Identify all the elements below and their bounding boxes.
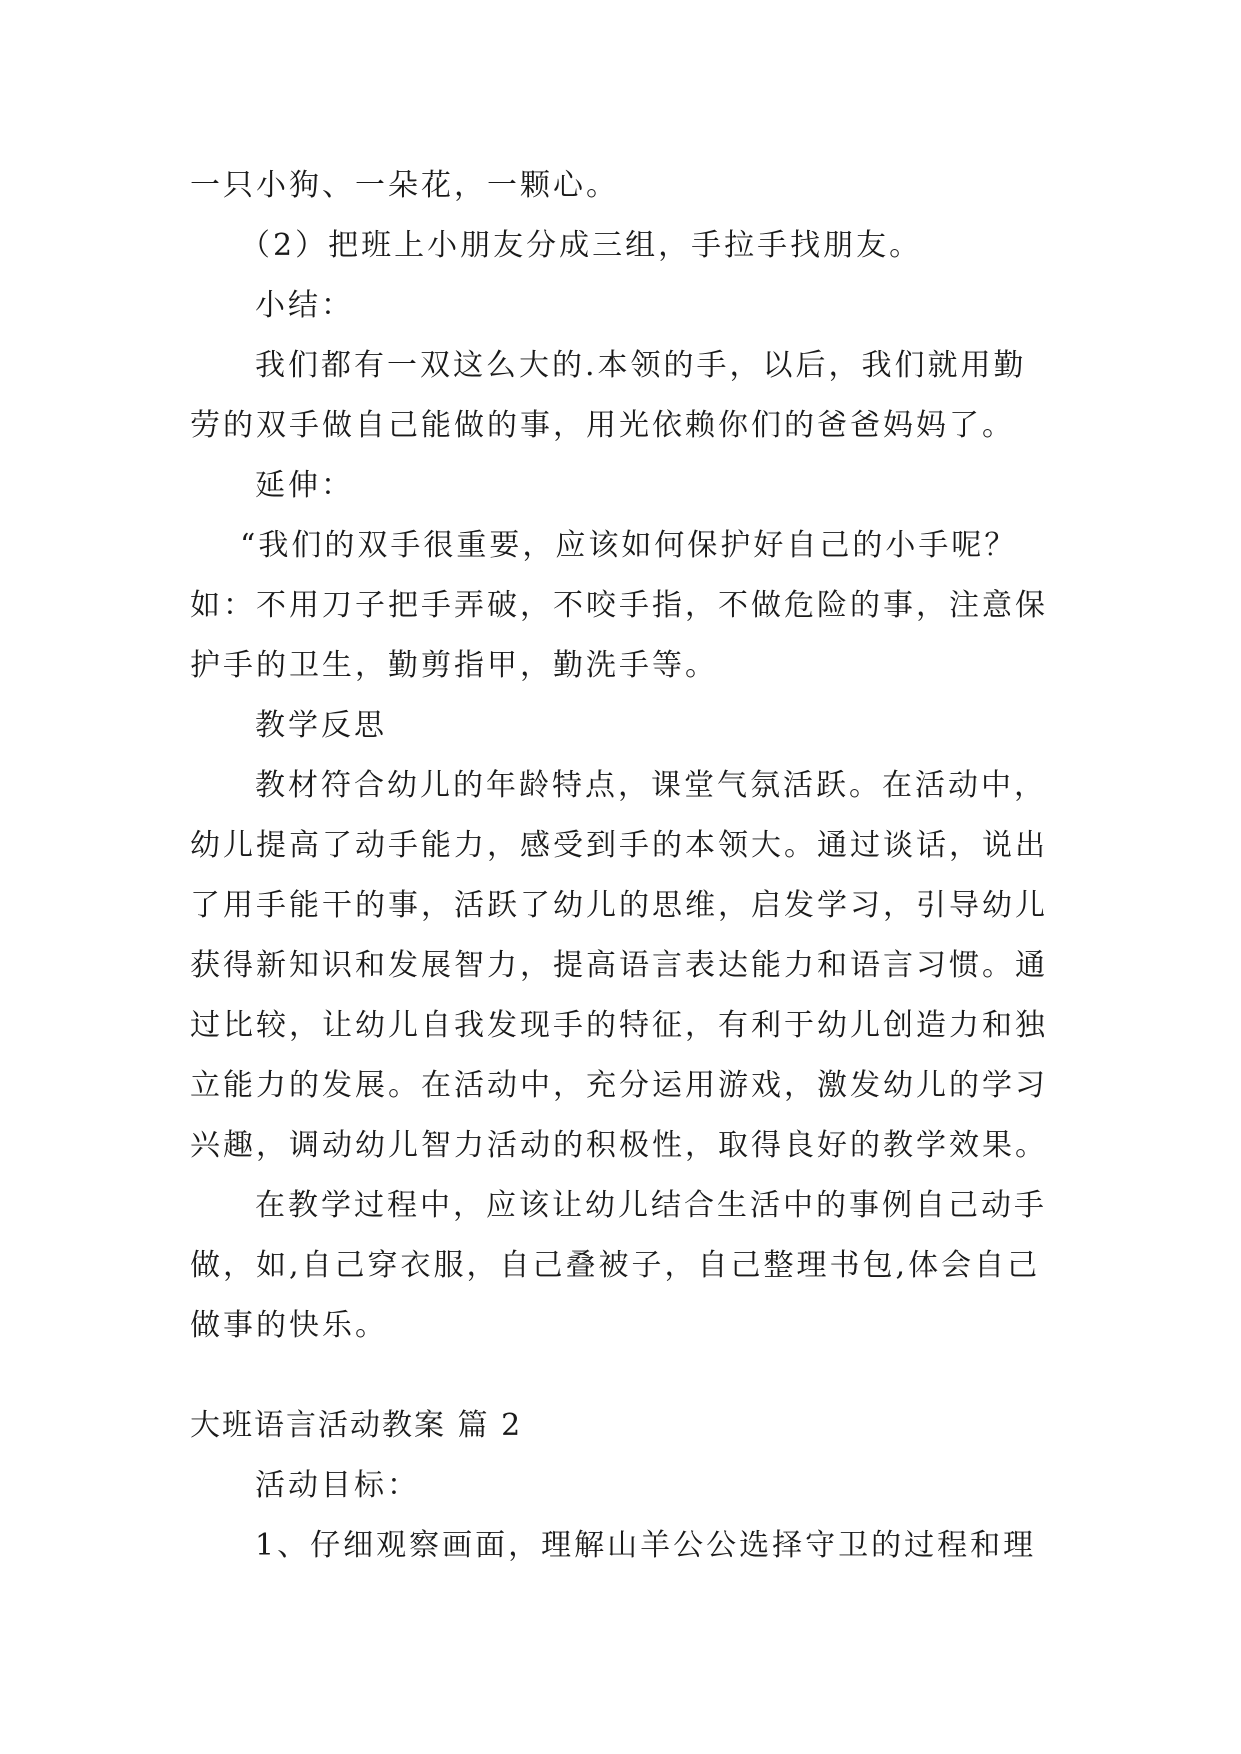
paragraph-line: 过比较，让幼儿自我发现手的特征，有利于幼儿创造力和独 — [190, 1008, 1048, 1043]
paragraph-line: 1、仔细观察画面，理解山羊公公选择守卫的过程和理 — [255, 1528, 1037, 1563]
paragraph-line: 活动目标： — [255, 1468, 420, 1503]
paragraph-line: 兴趣，调动幼儿智力活动的积极性，取得良好的教学效果。 — [190, 1128, 1048, 1163]
paragraph-line: “我们的双手很重要，应该如何保护好自己的小手呢？ — [240, 528, 1018, 563]
paragraph-line: 立能力的发展。在活动中，充分运用游戏，激发幼儿的学习 — [190, 1068, 1048, 1103]
paragraph-line: （2）把班上小朋友分成三组，手拉手找朋友。 — [240, 228, 923, 263]
paragraph-line: 了用手能干的事，活跃了幼儿的思维，启发学习，引导幼儿 — [190, 888, 1048, 923]
paragraph-line: 做，如,自己穿衣服，自己叠被子，自己整理书包,体会自己 — [190, 1248, 1041, 1283]
paragraph-line: 如：不用刀子把手弄破，不咬手指，不做危险的事，注意保 — [190, 588, 1048, 623]
paragraph-line: 护手的卫生，勤剪指甲，勤洗手等。 — [190, 648, 718, 683]
section-heading: 教学反思 — [255, 708, 387, 743]
paragraph-line: 幼儿提高了动手能力，感受到手的本领大。通过谈话，说出 — [190, 828, 1048, 863]
paragraph-line: 获得新知识和发展智力，提高语言表达能力和语言习惯。通 — [190, 948, 1048, 983]
paragraph-line: 我们都有一双这么大的.本领的手，以后，我们就用勤 — [255, 348, 1027, 383]
section-title: 大班语言活动教案 篇 2 — [190, 1408, 523, 1443]
paragraph-line: 小结： — [255, 288, 354, 323]
paragraph-line: 延伸： — [255, 468, 354, 503]
paragraph-line: 做事的快乐。 — [190, 1308, 388, 1343]
paragraph-line: 在教学过程中，应该让幼儿结合生活中的事例自己动手 — [255, 1188, 1047, 1223]
paragraph-line: 教材符合幼儿的年龄特点，课堂气氛活跃。在活动中， — [255, 768, 1047, 803]
paragraph-line: 一只小狗、一朵花，一颗心。 — [190, 168, 619, 203]
paragraph-line: 劳的双手做自己能做的事，用光依赖你们的爸爸妈妈了。 — [190, 408, 1015, 443]
